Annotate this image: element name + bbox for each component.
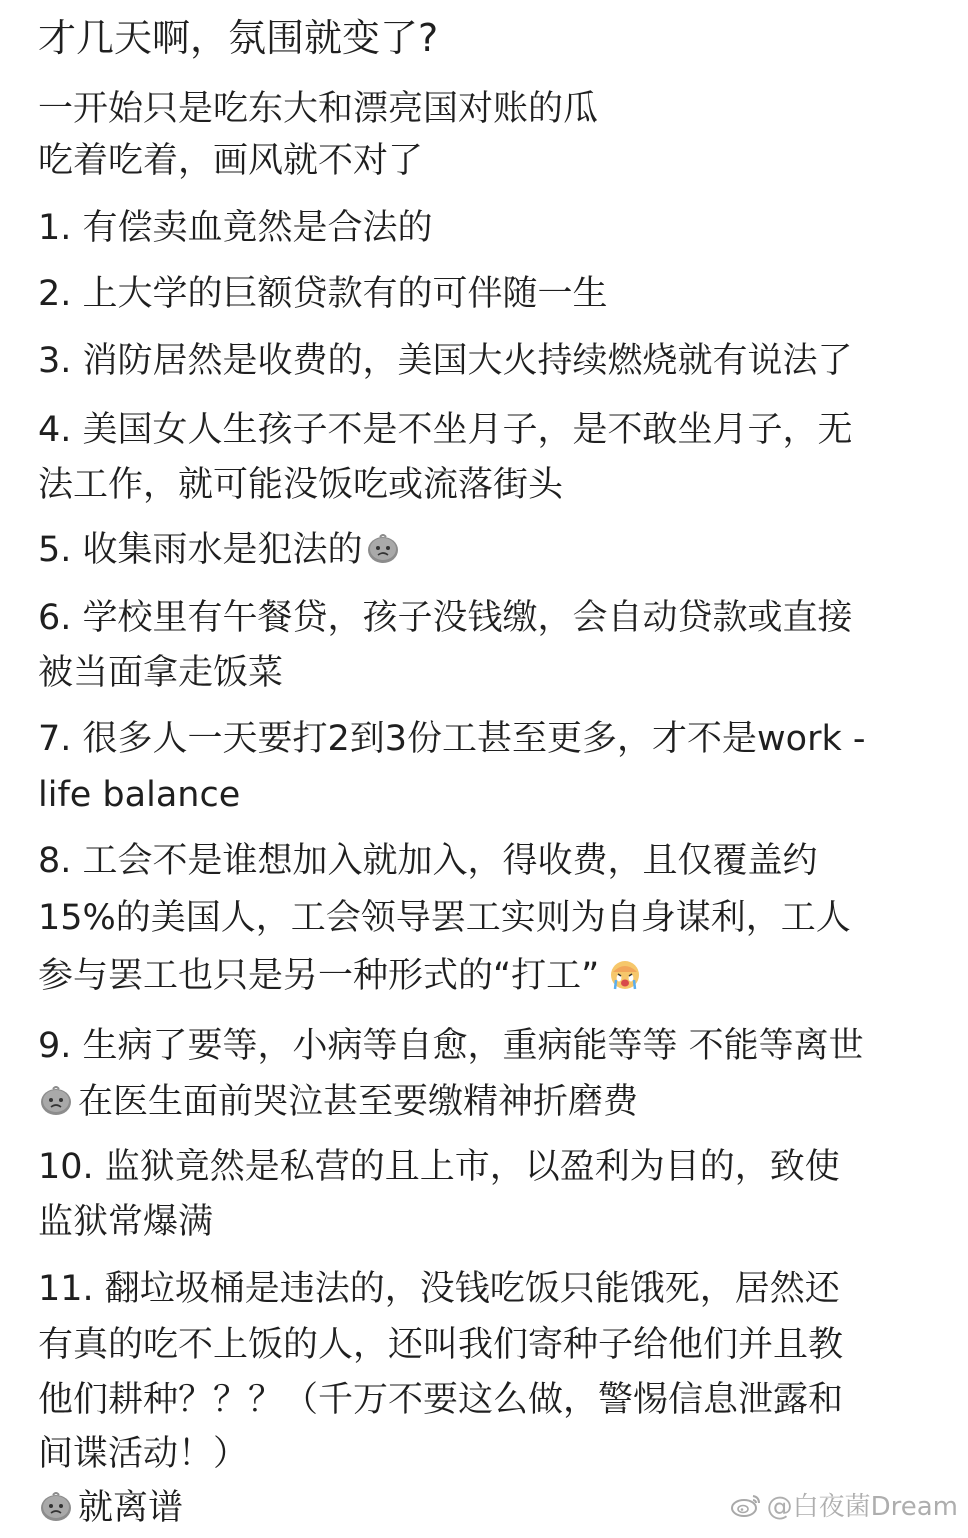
closing-text: 就离谱 <box>78 1488 184 1528</box>
list-item-9-line-2-text: 在医生面前哭泣甚至要缴精神折磨费 <box>78 1082 639 1122</box>
list-item-11-line-2: 有真的吃不上饭的人，还叫我们寄种子给他们并且教 <box>38 1325 844 1365</box>
weibo-watermark <box>729 1486 958 1523</box>
list-item-5-text: 5. 收集雨水是犯法的 <box>38 530 363 570</box>
sad-face-emoji-icon <box>38 1488 74 1524</box>
list-item-10-line-1: 10. 监狱竟然是私营的且上市，以盈利为目的，致使 <box>38 1147 840 1187</box>
list-item-7-line-1: 7. 很多人一天要打2到3份工甚至更多，才不是work - <box>38 719 866 759</box>
list-item-3: 3. 消防居然是收费的，美国大火持续燃烧就有说法了 <box>38 341 853 381</box>
closing-line <box>38 1483 183 1533</box>
list-item-4-line-1: 4. 美国女人生孩子不是不坐月子，是不敢坐月子，无 <box>38 410 853 450</box>
list-item-11-line-4: 间谍活动！） <box>38 1434 249 1474</box>
intro-line-2: 吃着吃着，画风就不对了 <box>38 141 424 181</box>
sad-face-emoji-icon <box>365 530 401 566</box>
watermark-text: @白夜菌Dream <box>766 1492 958 1522</box>
crying-face-emoji-icon <box>607 956 643 992</box>
list-item-11-line-3: 他们耕种？？？（千万不要这么做，警惕信息泄露和 <box>38 1380 844 1420</box>
list-item-9-line-2 <box>38 1077 638 1127</box>
list-item-8-line-3-text: 参与罢工也只是另一种形式的“打工” <box>38 956 600 996</box>
weibo-logo-icon <box>729 1491 763 1519</box>
sad-face-emoji-icon <box>38 1082 74 1118</box>
list-item-7-line-2: life balance <box>38 775 241 815</box>
list-item-2: 2. 上大学的巨额贷款有的可伴随一生 <box>38 274 608 314</box>
post-title: 才几天啊，氛围就变了? <box>38 16 439 60</box>
list-item-5 <box>38 525 401 575</box>
list-item-8-line-1: 8. 工会不是谁想加入就加入，得收费，且仅覆盖约 <box>38 841 818 881</box>
list-item-9-line-1: 9. 生病了要等，小病等自愈，重病能等等 不能等离世 <box>38 1026 864 1066</box>
list-item-8-line-2: 15%的美国人，工会领导罢工实则为自身谋利，工人 <box>38 898 851 938</box>
list-item-1: 1. 有偿卖血竟然是合法的 <box>38 208 433 248</box>
intro-line-1: 一开始只是吃东大和漂亮国对账的瓜 <box>38 89 599 129</box>
list-item-6-line-2: 被当面拿走饭菜 <box>38 653 284 693</box>
list-item-10-line-2: 监狱常爆满 <box>38 1202 214 1242</box>
list-item-8-line-3 <box>38 951 643 1001</box>
list-item-4-line-2: 法工作，就可能没饭吃或流落街头 <box>38 465 564 505</box>
list-item-6-line-1: 6. 学校里有午餐贷，孩子没钱缴，会自动贷款或直接 <box>38 598 853 638</box>
list-item-11-line-1: 11. 翻垃圾桶是违法的，没钱吃饭只能饿死，居然还 <box>38 1269 840 1309</box>
